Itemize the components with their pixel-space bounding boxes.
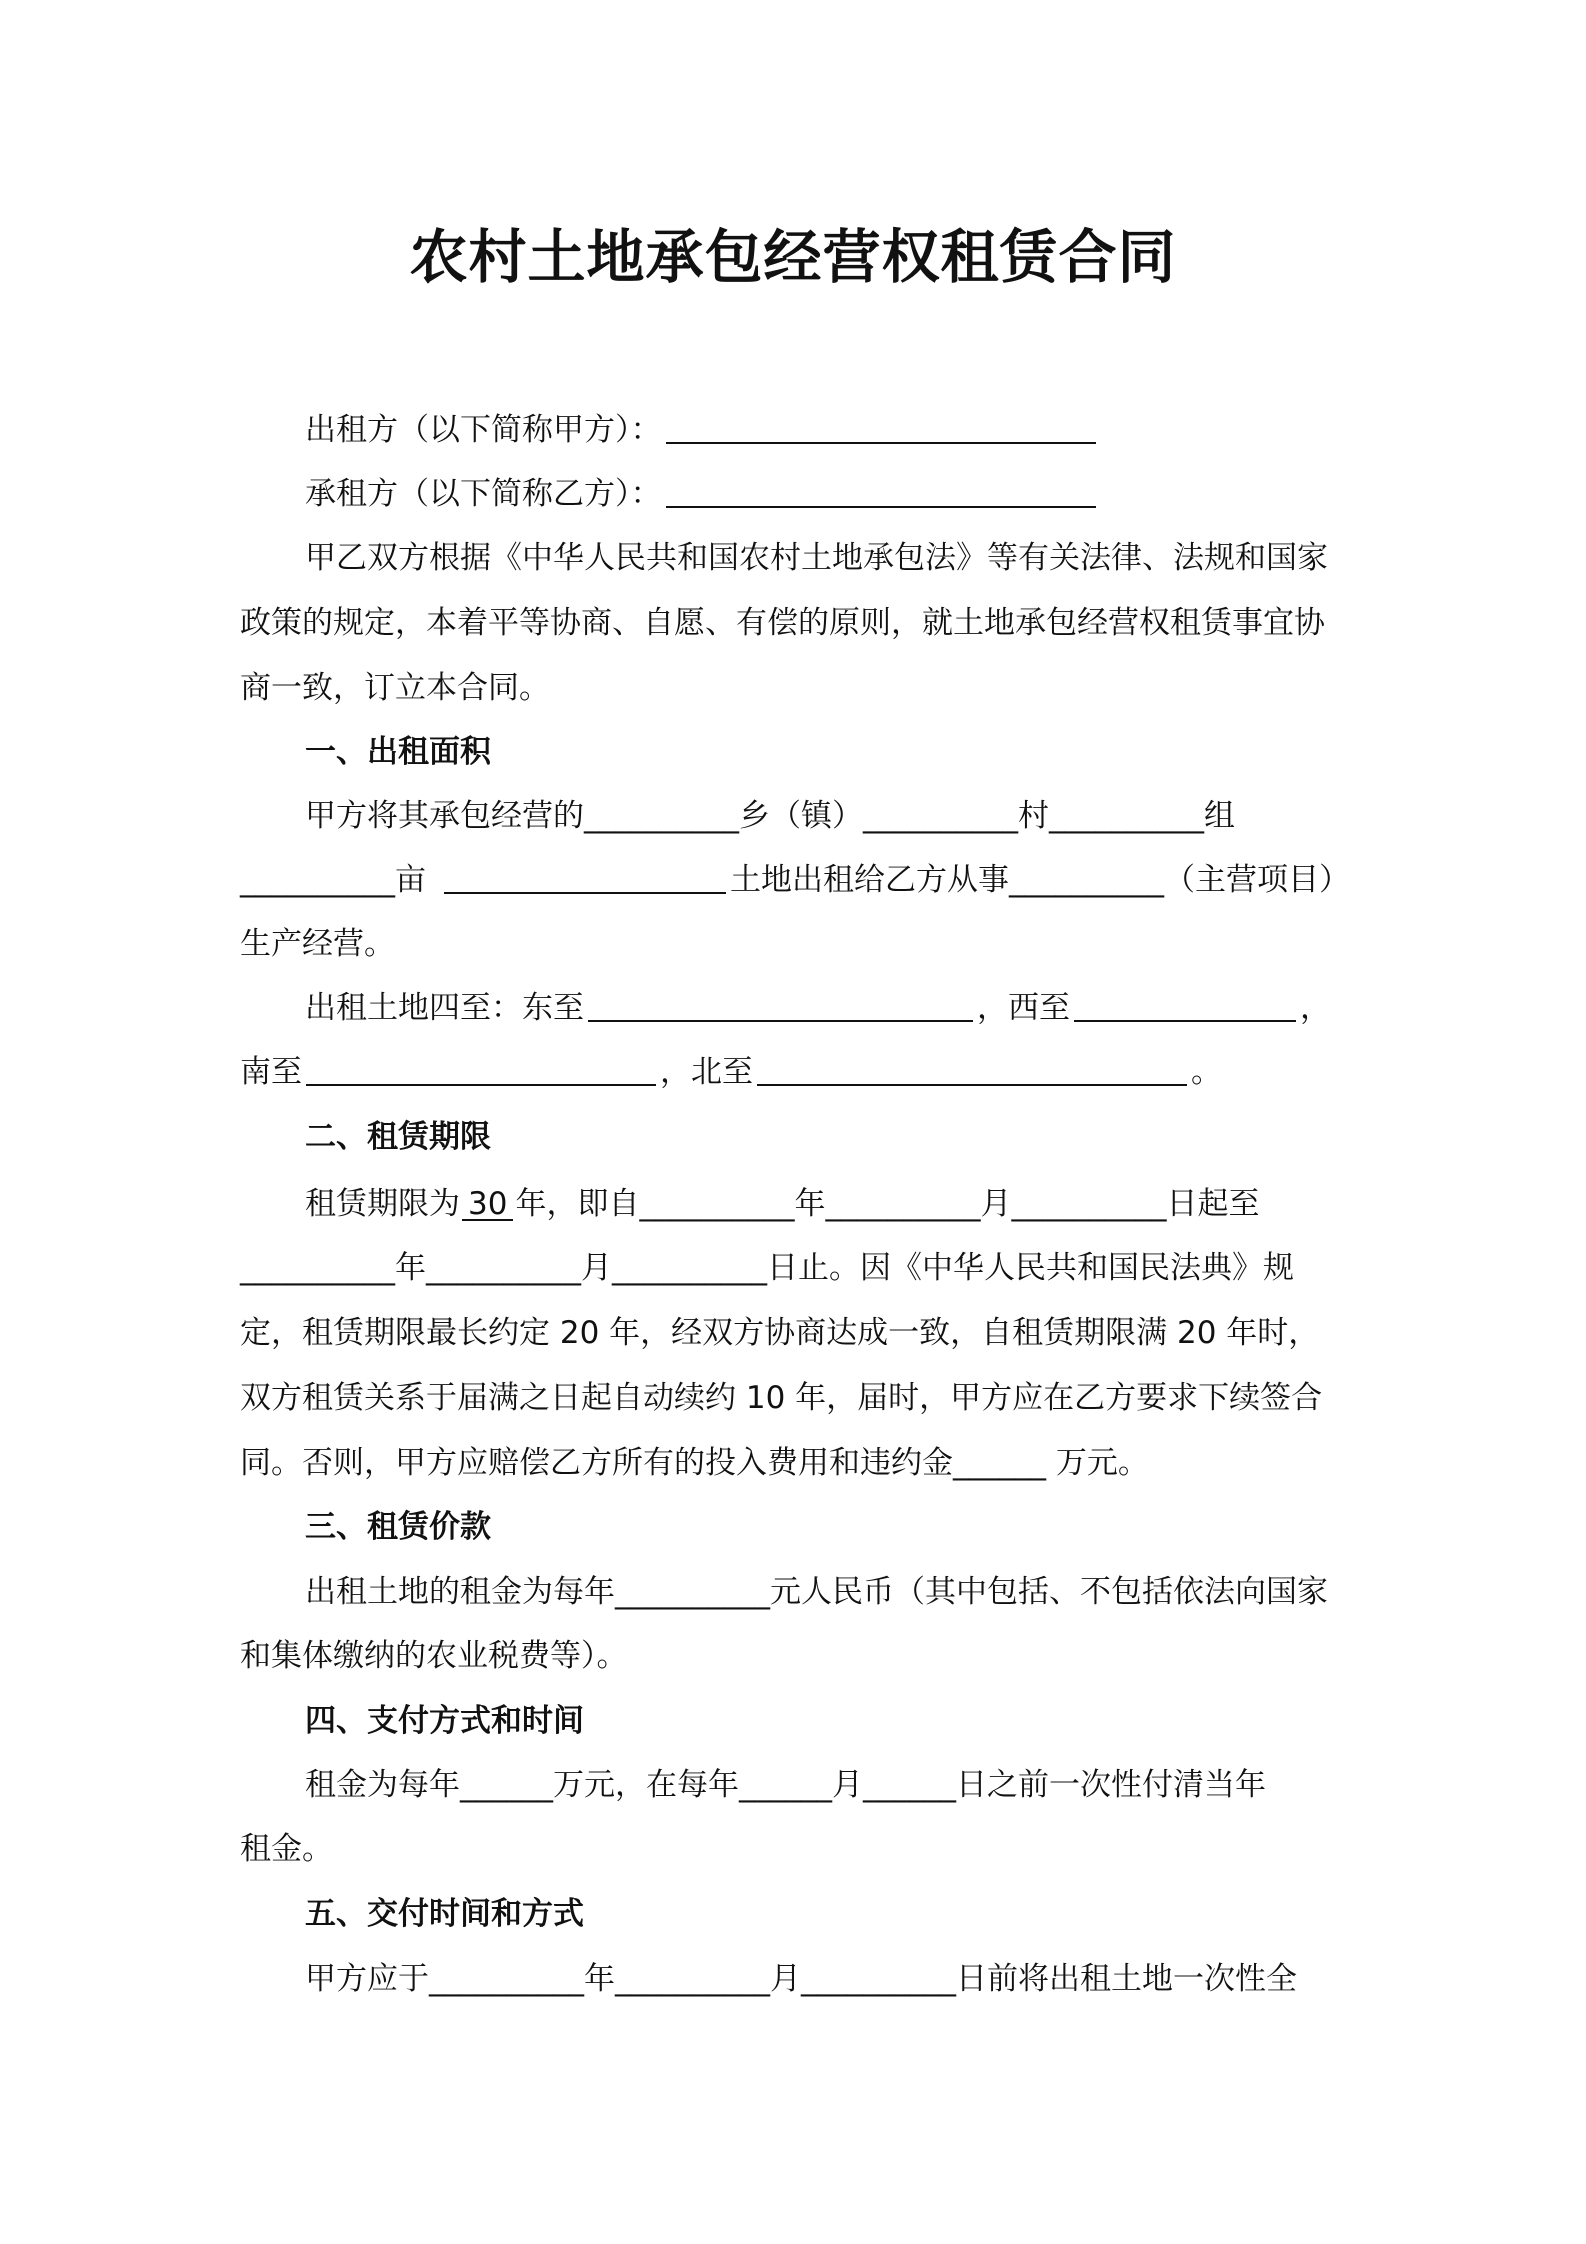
s1-line-5	[240, 1050, 1370, 1094]
s3-line-2: 和集体缴纳的农业税费等）。	[240, 1638, 628, 1674]
section-2-heading: 二、租赁期限	[305, 1119, 491, 1155]
preamble-line-1: 甲乙双方根据《中华人民共和国农村土地承包法》等有关法律、法规和国家	[305, 540, 1328, 576]
s1-line-1: 甲方将其承包经营的__________乡（镇）__________村__________组	[305, 798, 1235, 834]
lessee-label: 承租方（以下简称乙方）：	[305, 476, 662, 512]
s4-line-2: 租金。	[240, 1831, 333, 1867]
north-label: ，北至	[660, 1054, 753, 1090]
s1-line-4	[305, 986, 1370, 1030]
east-label: 出租土地四至：东至	[305, 990, 584, 1026]
west-boundary-blank[interactable]	[1074, 990, 1296, 1022]
land-type-blank[interactable]	[444, 862, 726, 894]
s2-line-5: 同。否则，甲方应赔偿乙方所有的投入费用和违约金______ 万元。	[240, 1445, 1149, 1481]
south-label: 南至	[240, 1054, 302, 1090]
s5-line-1: 甲方应于__________年__________月__________日前将出租土地一次性全	[305, 1961, 1297, 1997]
s1-line-2	[240, 858, 1370, 902]
south-boundary-blank[interactable]	[306, 1054, 656, 1086]
s2-line-4: 双方租赁关系于届满之日起自动续约 10 年，届时，甲方应在乙方要求下续签合	[240, 1380, 1323, 1416]
lessor-label: 出租方（以下简称甲方）：	[305, 412, 662, 448]
term-label: 租赁期限为	[305, 1186, 460, 1222]
s1-acre-text: __________亩	[240, 862, 426, 898]
term-years-value[interactable]: 30	[462, 1189, 513, 1221]
period-text: 。	[1191, 1054, 1222, 1090]
s1-line-3: 生产经营。	[240, 926, 395, 962]
section-5-heading: 五、交付时间和方式	[305, 1896, 584, 1932]
north-boundary-blank[interactable]	[757, 1054, 1187, 1086]
lessor-line	[305, 408, 1370, 452]
preamble-line-3: 商一致，订立本合同。	[240, 670, 550, 706]
term-dates-text: 年，即自__________年__________月__________日起至	[515, 1186, 1260, 1222]
section-3-heading: 三、租赁价款	[305, 1509, 491, 1545]
s2-line-3: 定，租赁期限最长约定 20 年，经双方协商达成一致，自租赁期限满 20 年时，	[240, 1315, 1320, 1351]
west-label: ，西至	[977, 990, 1070, 1026]
lessee-line	[305, 472, 1370, 516]
section-4-heading: 四、支付方式和时间	[305, 1703, 584, 1739]
document-title: 农村土地承包经营权租赁合同	[409, 223, 1177, 291]
comma-text: ，	[1300, 990, 1331, 1026]
s3-line-1: 出租土地的租金为每年__________元人民币（其中包括、不包括依法向国家	[305, 1574, 1328, 1610]
east-boundary-blank[interactable]	[588, 990, 973, 1022]
s2-line-2: __________年__________月__________日止。因《中华人民共和国民法典》规	[240, 1250, 1294, 1286]
lessee-blank[interactable]	[666, 476, 1096, 508]
s2-line-1	[305, 1182, 1370, 1226]
section-1-heading: 一、出租面积	[305, 734, 491, 770]
s4-line-1: 租金为每年______万元，在每年______月______日之前一次性付清当年	[305, 1767, 1266, 1803]
preamble-line-2: 政策的规定，本着平等协商、自愿、有偿的原则，就土地承包经营权租赁事宜协	[240, 605, 1325, 641]
s1-purpose-text: 土地出租给乙方从事__________（主营项目）	[730, 862, 1350, 898]
lessor-blank[interactable]	[666, 412, 1096, 444]
